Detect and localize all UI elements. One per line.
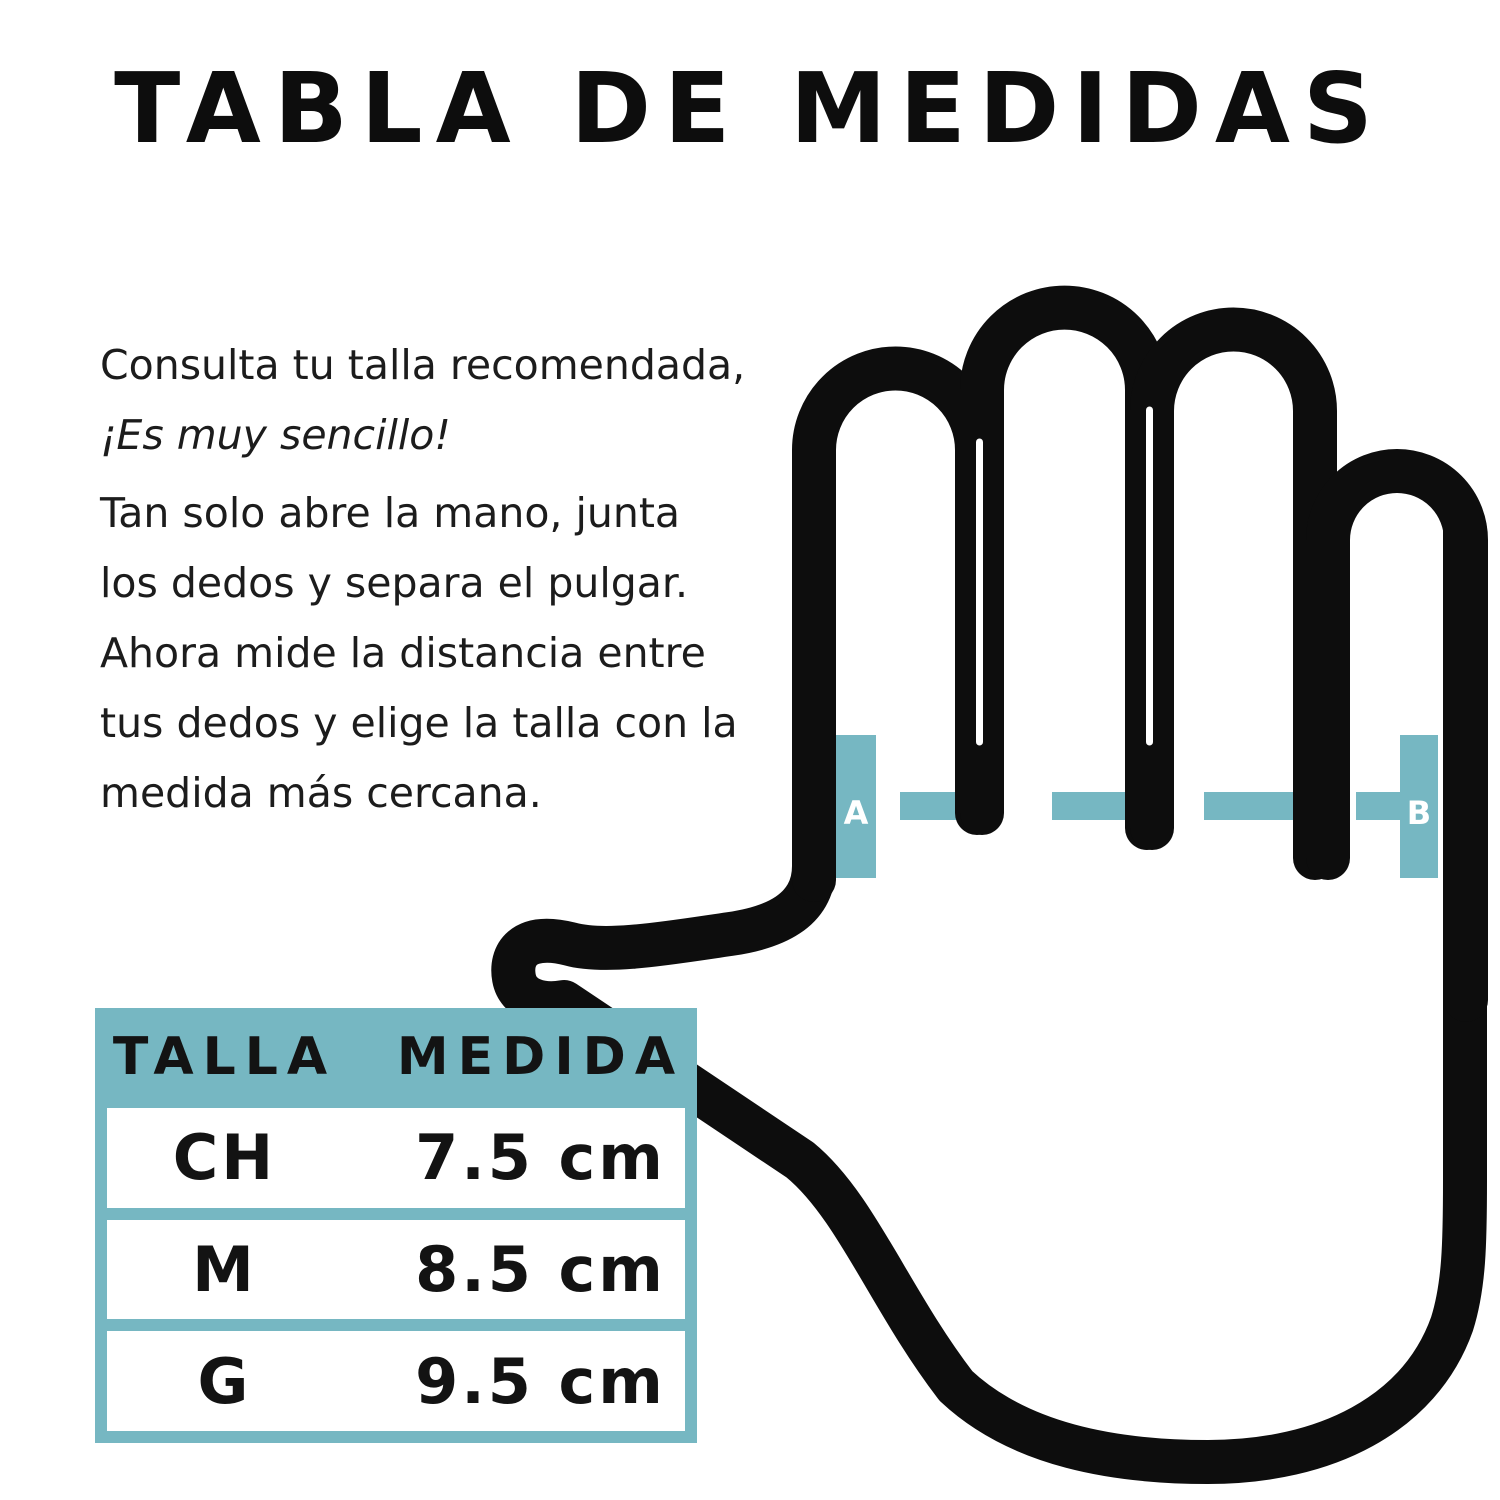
size-value-m: M (192, 1233, 257, 1306)
marker-a-label: A (843, 794, 869, 832)
intro-p1-line1: Consulta tu talla recomendada, (100, 341, 746, 389)
intro-p2-line2: los dedos y separa el pulgar. (100, 559, 688, 607)
size-table-header-talla: TALLA (112, 1027, 337, 1087)
page-title: TABLA DE MEDIDAS (114, 52, 1386, 165)
measure-value-ch: 7.5 cm (415, 1121, 666, 1195)
marker-b-label: B (1406, 794, 1432, 832)
size-table-header-medida: MEDIDA (396, 1027, 685, 1087)
measure-value-m: 8.5 cm (415, 1233, 666, 1306)
intro-p3-line2: tus dedos y elige la talla con la (100, 699, 738, 747)
measure-value-g: 9.5 cm (415, 1344, 666, 1418)
size-value-ch: CH (172, 1121, 277, 1195)
table-row (107, 1331, 685, 1431)
size-table (95, 1008, 697, 1443)
size-table-header (107, 1018, 685, 1096)
table-row (107, 1220, 685, 1320)
table-row (107, 1108, 685, 1208)
intro-p3-line1: Ahora mide la distancia entre (100, 629, 706, 677)
intro-p3-line3: medida más cercana. (100, 769, 542, 817)
size-value-g: G (197, 1344, 252, 1418)
intro-p2-line1: Tan solo abre la mano, junta (100, 489, 681, 537)
intro-p1-line2-italic: ¡Es muy sencillo! (100, 411, 451, 459)
